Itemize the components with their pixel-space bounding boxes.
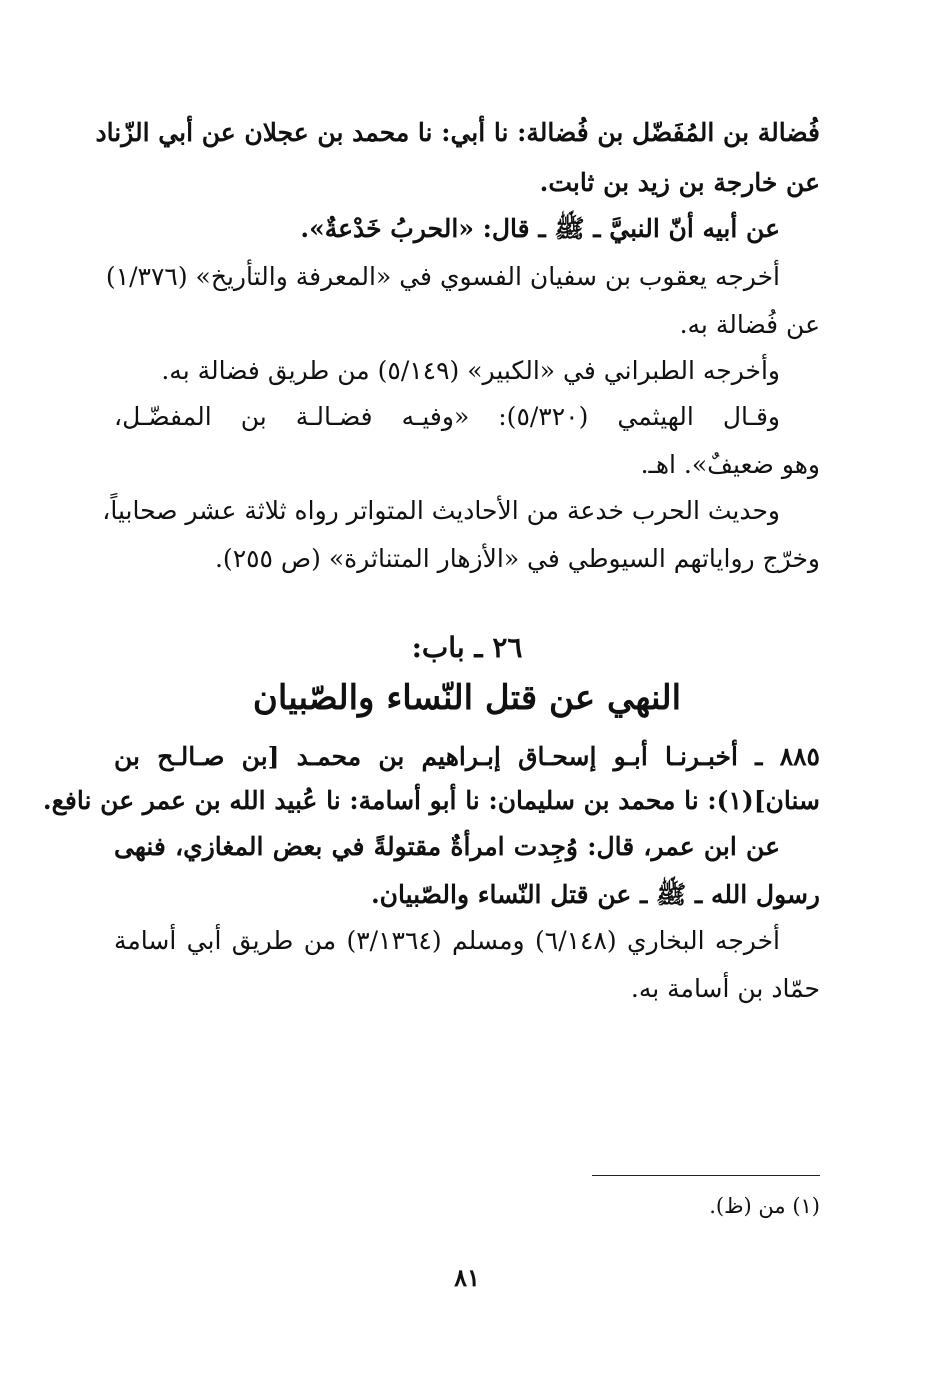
hadith-line-2: سنان](١): نا محمد بن سليمان: نا أبو أسامة: نا عُبيد الله بن عمر عن نافع.	[42, 786, 820, 815]
text-line-9: وحديث الحرب خدعة من الأحاديث المتواتر رواه ثلاثة عشر صحابياً،	[102, 496, 780, 525]
footnote: (١) من (ظ).	[709, 1194, 820, 1218]
chapter-title: النهي عن قتل النّساء والصّبيان	[252, 678, 682, 718]
page-number: ٨١	[454, 1263, 480, 1292]
hadith-line-1: ٨٨٥ ـ أخبـرنـا أبـو إسحـاق إبـراهيم بن محمـد [بن صـالـح بن	[114, 742, 820, 771]
hadith-line-4: رسول الله ـ ﷺ ـ عن قتل النّساء والصّبيان.	[370, 880, 820, 909]
text-line-4: أخرجه يعقوب بن سفيان الفسوي في «المعرفة والتأريخ» (١/٣٧٦)	[105, 262, 780, 291]
hadith-line-3: عن ابن عمر، قال: وُجِدت امرأةٌ مقتولةً في بعض المغازي، فنهى	[114, 832, 780, 861]
text-line-3: عن أبيه أنّ النبيَّ ـ ﷺ ـ قال: «الحربُ خَدْعةٌ».	[300, 214, 780, 243]
chapter-number: ٢٦ ـ باب:	[411, 631, 523, 664]
hadith-line-5: أخرجه البخاري (٦/١٤٨) ومسلم (٣/١٣٦٤) من طريق أبي أسامة	[114, 926, 780, 955]
text-line-7: وقـال الهيثمي (٥/٣٢٠): «وفيـه فضـالـة بن المفضّـل،	[114, 402, 780, 431]
text-line-5: عن فُضالة به.	[679, 310, 820, 339]
text-line-1: فُضالة بن المُفَضّل بن فُضالة: نا أبي: نا محمد بن عجلان عن أبي الزّناد	[95, 118, 820, 147]
text-line-10: وخرّج رواياتهم السيوطي في «الأزهار المتناثرة» (ص ٢٥٥).	[214, 544, 820, 573]
footnote-divider	[592, 1175, 820, 1176]
text-line-8: وهو ضعيفٌ». اهـ.	[640, 450, 820, 479]
text-line-6: وأخرجه الطبراني في «الكبير» (٥/١٤٩) من طريق فضالة به.	[161, 356, 780, 385]
hadith-line-6: حمّاد بن أسامة به.	[630, 974, 820, 1003]
text-line-2: عن خارجة بن زيد بن ثابت.	[539, 168, 820, 197]
